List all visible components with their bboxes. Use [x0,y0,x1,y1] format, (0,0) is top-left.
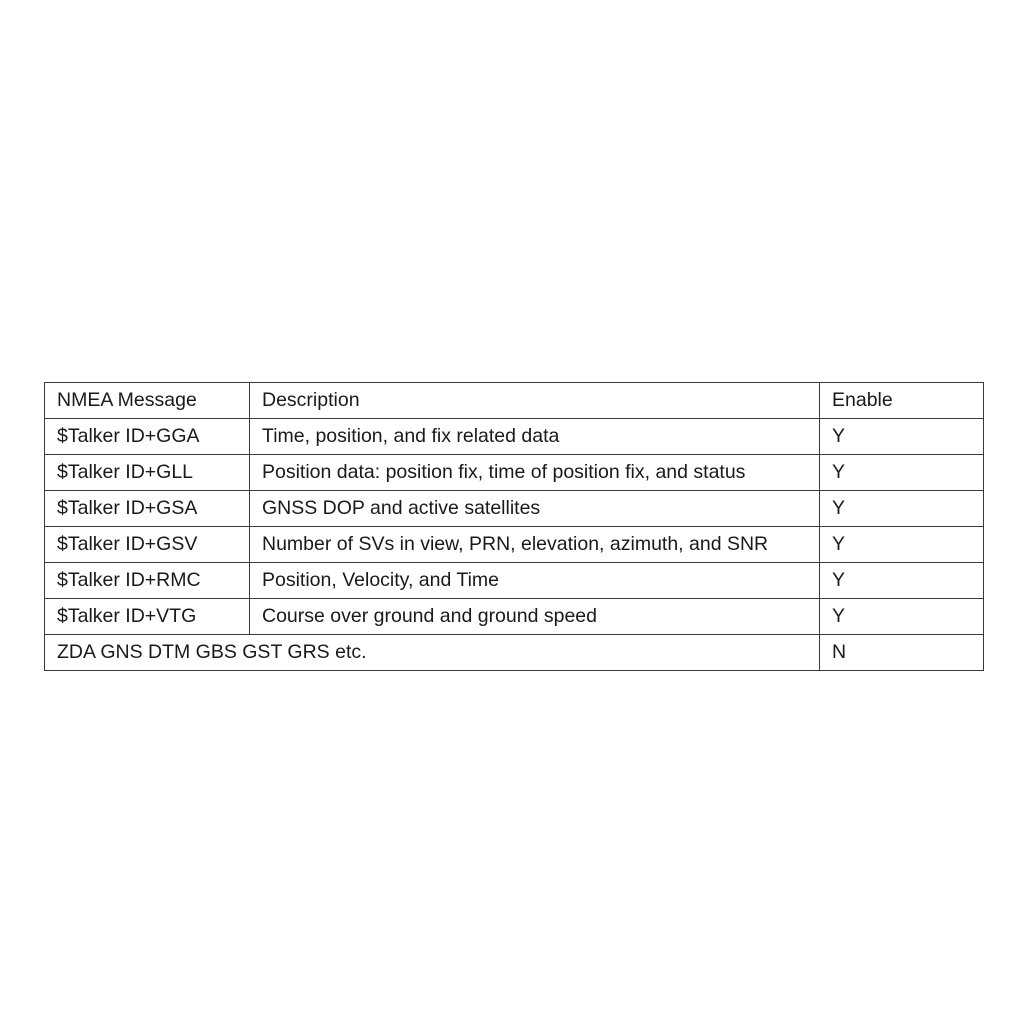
enable-cell: Y [820,419,984,455]
enable-cell: N [820,635,984,671]
table-row [45,563,984,599]
header-nmea-message: NMEA Message [45,383,250,419]
message-cell: $Talker ID+GSA [45,491,250,527]
description-cell: Course over ground and ground speed [250,599,820,635]
message-cell: $Talker ID+GGA [45,419,250,455]
table-row [45,455,984,491]
header-row [45,383,984,419]
enable-cell: Y [820,491,984,527]
description-cell: Position, Velocity, and Time [250,563,820,599]
message-cell: $Talker ID+GLL [45,455,250,491]
enable-cell: Y [820,455,984,491]
table-row [45,491,984,527]
table-header [45,383,984,419]
enable-cell: Y [820,563,984,599]
description-cell: Number of SVs in view, PRN, elevation, azimuth, and SNR [250,527,820,563]
message-cell: $Talker ID+GSV [45,527,250,563]
description-cell: GNSS DOP and active satellites [250,491,820,527]
footer-row [45,635,984,671]
table-row [45,599,984,635]
table-body [45,419,984,671]
header-enable: Enable [820,383,984,419]
nmea-message-table [44,382,984,671]
header-description: Description [250,383,820,419]
table-row [45,419,984,455]
enable-cell: Y [820,599,984,635]
table-row [45,527,984,563]
enable-cell: Y [820,527,984,563]
message-cell: $Talker ID+RMC [45,563,250,599]
message-cell: $Talker ID+VTG [45,599,250,635]
other-messages-cell: ZDA GNS DTM GBS GST GRS etc. [45,635,820,671]
description-cell: Time, position, and fix related data [250,419,820,455]
description-cell: Position data: position fix, time of position fix, and status [250,455,820,491]
